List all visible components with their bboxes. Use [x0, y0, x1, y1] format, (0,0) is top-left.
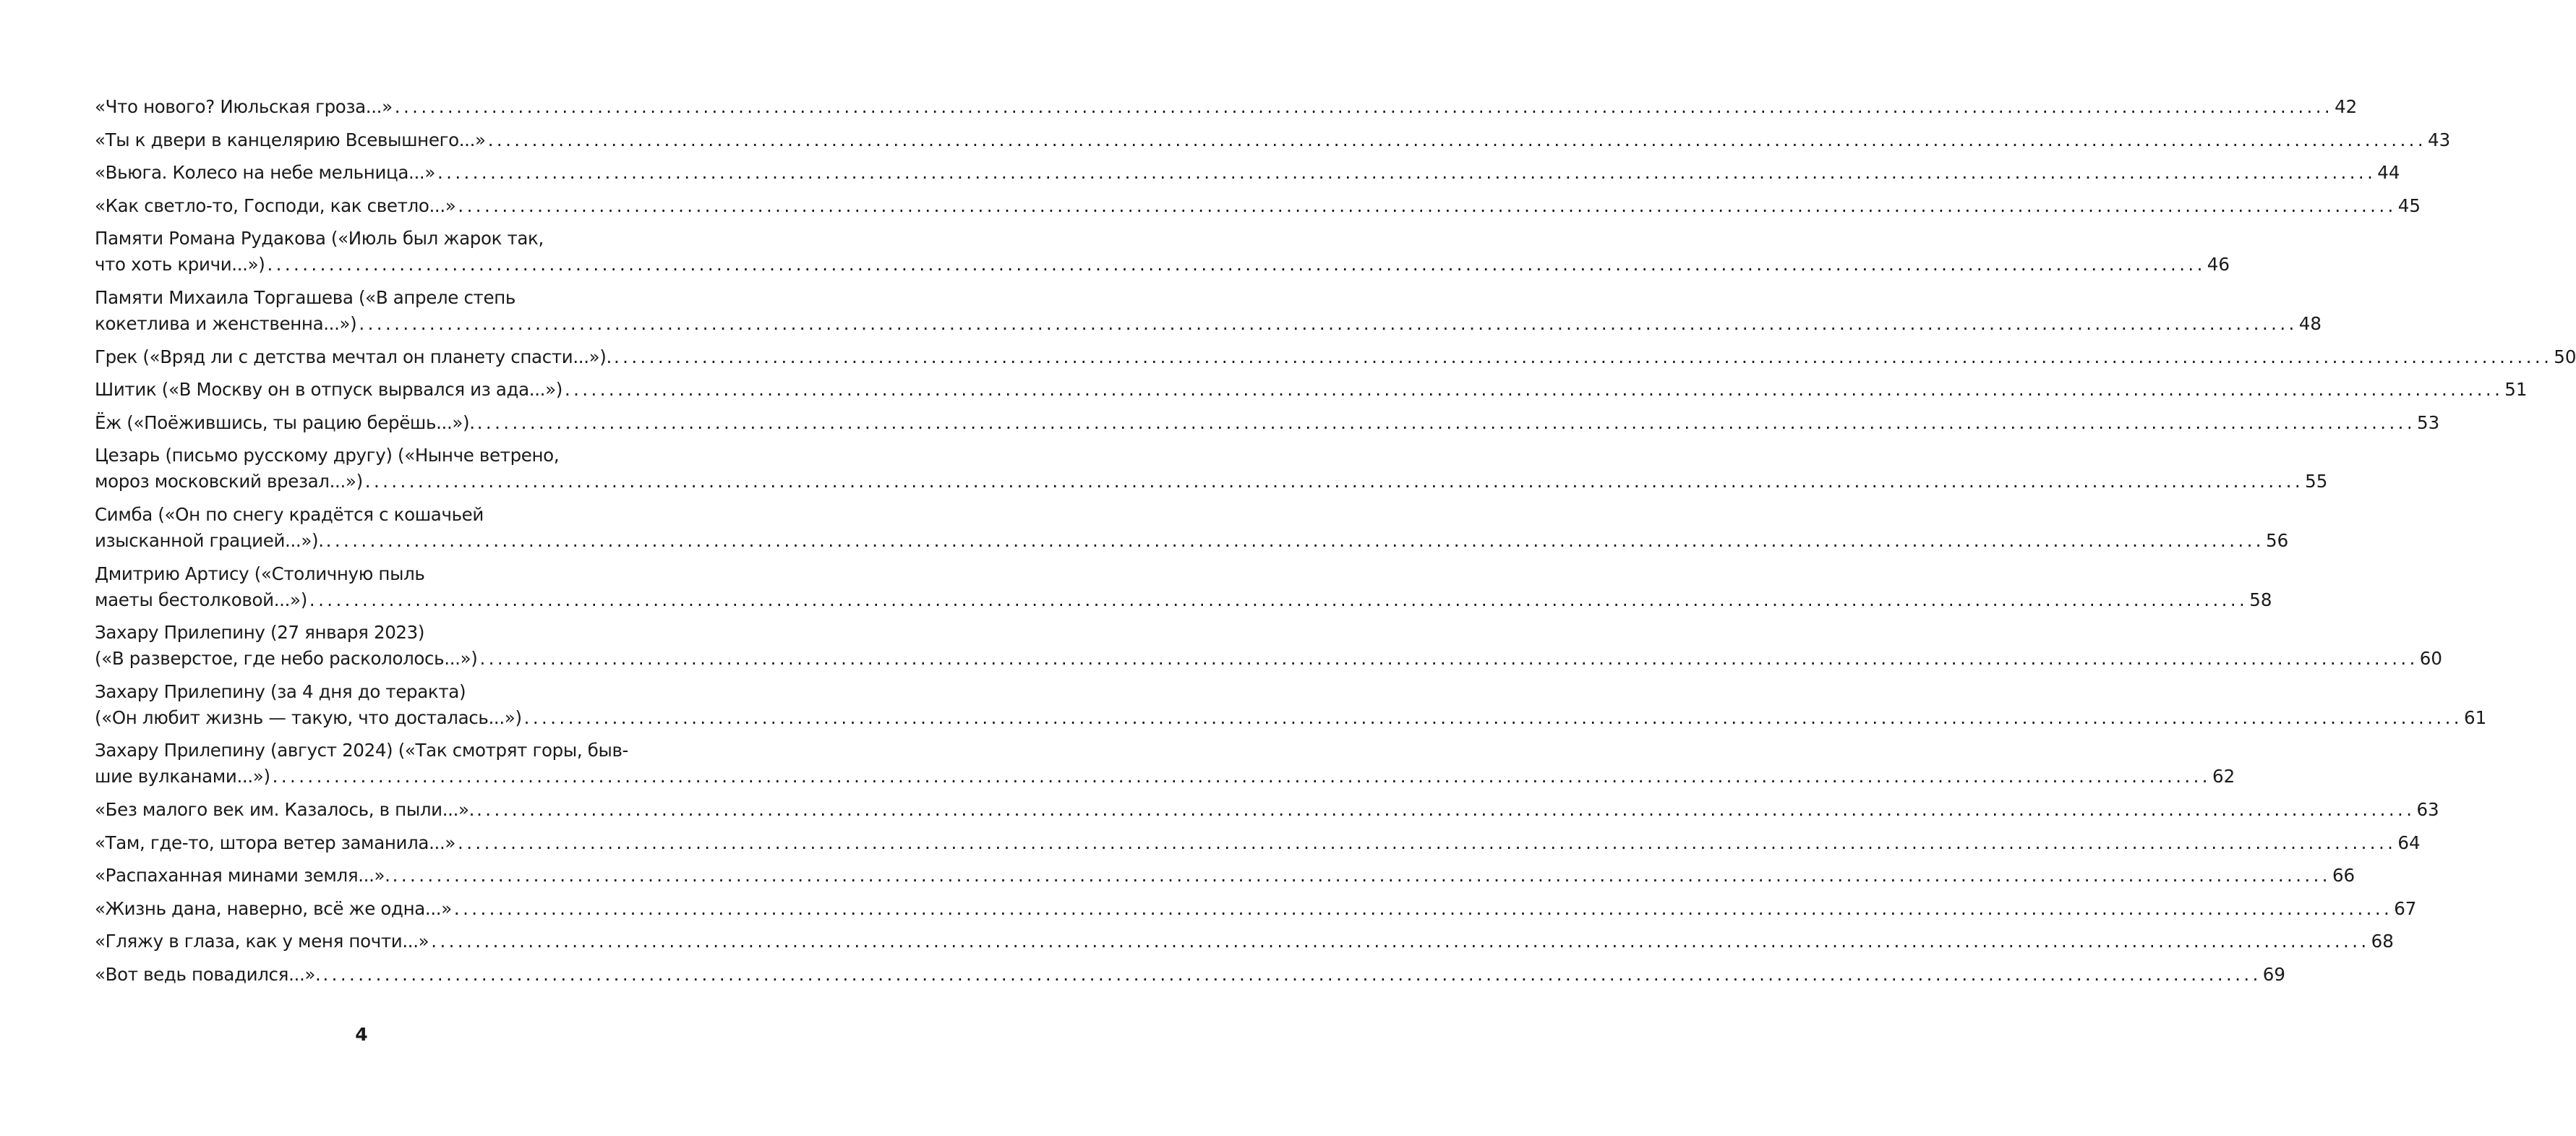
toc-entry-title: маеты бестолковой...») [95, 589, 307, 610]
toc-entry-title: что хоть кричи...») [95, 254, 265, 276]
toc-entry-title: «Жизнь дана, наверно, всё же одна...» [95, 897, 452, 919]
toc-entry-title: «Вот ведь повадился...». [95, 963, 321, 985]
toc-entry-final-line [95, 193, 2421, 219]
toc-entry-title: Шитик («В Москву он в отпуск вырвался из ада...») [95, 379, 562, 401]
toc-dot-leader: ............................................................................................................................................................................................................................ [359, 312, 2298, 334]
toc-dot-leader: ............................................................................................................................................................................................................................ [458, 832, 2397, 853]
toc-entry-final-line [95, 764, 2235, 790]
toc-entry [95, 193, 2421, 219]
toc-page-number: 48 [2298, 312, 2322, 334]
toc-entry-title: «Ты к двери в канцелярию Всевышнего...» [95, 129, 486, 150]
toc-entry-title: Захару Прилепину (август 2024) («Так смотрят горы, быв- [95, 740, 629, 761]
toc-dot-leader: ............................................................................................................................................................................................................................ [564, 379, 2504, 401]
toc-entry-title: Захару Прилепину (27 января 2023) [95, 622, 425, 644]
toc-dot-leader: ............................................................................................................................................................................................................................ [487, 129, 2427, 150]
toc-entry-title: Грек («Вряд ли с детства мечтал он планету спасти...»). [95, 346, 612, 367]
toc-entry [95, 377, 2528, 403]
toc-page-number: 55 [2305, 471, 2328, 492]
toc-page-number: 61 [2463, 706, 2487, 728]
toc-dot-leader: ............................................................................................................................................................................................................................ [392, 865, 2331, 887]
toc-entry-title: Цезарь (письмо русскому другу) («Нынче ветрено, [95, 445, 560, 466]
toc-entry-title: «Что нового? Июльская гроза...» [95, 96, 393, 117]
toc-entry-final-line [95, 928, 2394, 955]
toc-dot-leader: ............................................................................................................................................................................................................................ [476, 411, 2416, 433]
toc-entry [95, 502, 2289, 554]
toc-entry [95, 797, 2439, 823]
toc-page-number: 53 [2417, 411, 2440, 433]
toc-page-number: 50 [2554, 346, 2576, 367]
toc-entry-title: шие вулканами...») [95, 766, 270, 787]
toc-page-number: 68 [2371, 931, 2394, 952]
toc-entry [95, 863, 2355, 889]
toc-entry-final-line [95, 587, 2272, 613]
toc-entry-final-line [95, 160, 2400, 186]
toc-dot-leader: ............................................................................................................................................................................................................................ [272, 766, 2211, 787]
toc-entry-title: («Он любит жизнь — такую, что досталась...») [95, 706, 522, 728]
toc-entry [95, 344, 2576, 370]
toc-page-number: 51 [2504, 379, 2528, 401]
toc-page-number: 45 [2397, 195, 2421, 216]
toc-page-number: 63 [2416, 798, 2439, 820]
toc-entry [95, 928, 2394, 955]
toc-entry-final-line [95, 311, 2322, 337]
toc-entry [95, 127, 2451, 153]
toc-entry [95, 896, 2417, 922]
toc-entry-line [95, 226, 625, 252]
toc-dot-leader: ............................................................................................................................................................................................................................ [431, 931, 2370, 952]
toc-dot-leader: ............................................................................................................................................................................................................................ [364, 471, 2304, 492]
toc-entry-title: Ёж («Поёжившись, ты рацию берёшь...»). [95, 411, 475, 433]
toc-entry-title: Памяти Романа Рудакова («Июль был жарок так, [95, 228, 544, 249]
toc-entry-title: «Как светло-то, Господи, как светло...» [95, 195, 456, 216]
toc-entry-final-line [95, 127, 2451, 153]
toc-dot-leader: ............................................................................................................................................................................................................................ [458, 195, 2397, 216]
toc-entry [95, 160, 2400, 186]
toc-entry-final-line [95, 528, 2289, 554]
toc-entry-final-line [95, 962, 2285, 988]
toc-dot-leader: ............................................................................................................................................................................................................................ [325, 529, 2264, 551]
toc-entry-title: «Гляжу в глаза, как у меня почти...» [95, 931, 429, 952]
toc-dot-leader: ............................................................................................................................................................................................................................ [479, 648, 2418, 670]
toc-entry-line [95, 738, 629, 764]
toc-entry-final-line [95, 94, 2358, 120]
toc-entry-final-line [95, 863, 2355, 889]
toc-entry [95, 561, 2272, 613]
toc-entry-title: «Распаханная минами земля...». [95, 865, 390, 887]
toc-page-number: 67 [2394, 897, 2417, 919]
toc-page-number: 56 [2265, 529, 2289, 551]
toc-page-number: 44 [2377, 162, 2400, 184]
toc-entry [95, 443, 2328, 495]
toc-entry-line [95, 679, 625, 705]
toc-dot-leader: ............................................................................................................................................................................................................................ [523, 706, 2462, 728]
toc-entry-title: Симба («Он по снегу крадётся с кошачьей [95, 503, 484, 525]
toc-page-number: 60 [2419, 648, 2442, 670]
toc-page-number: 46 [2207, 254, 2230, 276]
toc-entry-title: («В разверстое, где небо раскололось...») [95, 648, 478, 670]
toc-entry-title: мороз московский врезал...») [95, 471, 363, 492]
toc-dot-leader: ............................................................................................................................................................................................................................ [613, 346, 2553, 367]
toc-entry-final-line [95, 344, 2576, 370]
toc-entry-line [95, 620, 625, 646]
toc-entry-final-line [95, 252, 2230, 278]
toc-page-number: 69 [2262, 963, 2285, 985]
toc-entry [95, 830, 2421, 856]
toc-dot-leader: ............................................................................................................................................................................................................................ [322, 963, 2262, 985]
toc-page-number: 42 [2335, 96, 2358, 117]
toc-entry [95, 962, 2285, 988]
toc-entry-title: «Вьюга. Колесо на небе мельница...» [95, 162, 435, 184]
toc-entry-title: Дмитрию Артису («Столичную пыль [95, 563, 425, 584]
toc-entry-line [95, 561, 625, 587]
toc-entry-final-line [95, 469, 2328, 495]
toc-entry-line [95, 285, 625, 311]
toc-page-number: 66 [2332, 865, 2355, 887]
toc-dot-leader: ............................................................................................................................................................................................................................ [394, 96, 2334, 117]
toc-page-number: 64 [2397, 832, 2421, 853]
toc-dot-leader: ............................................................................................................................................................................................................................ [309, 589, 2248, 610]
toc-entry-final-line [95, 377, 2528, 403]
toc-entry-title: «Без малого век им. Казалось, в пыли...». [95, 798, 475, 820]
toc-entry-title: Памяти Михаила Торгашева («В апреле степь [95, 286, 515, 308]
toc-dot-leader: ............................................................................................................................................................................................................................ [437, 162, 2376, 184]
toc-dot-leader: ............................................................................................................................................................................................................................ [453, 897, 2393, 919]
toc-entry-title: изысканной грацией...»). [95, 529, 324, 551]
toc-entry-final-line [95, 896, 2417, 922]
toc-entry-line [95, 443, 625, 469]
toc-entry [95, 94, 2358, 120]
toc-entry-title: «Там, где-то, штора ветер заманила...» [95, 832, 456, 853]
toc-entry [95, 679, 2487, 731]
toc-page-number: 43 [2428, 129, 2451, 150]
toc-entry [95, 738, 2235, 790]
table-of-contents [95, 94, 2576, 994]
toc-entry-final-line [95, 830, 2421, 856]
toc-page-number: 62 [2212, 766, 2235, 787]
toc-entry [95, 226, 2230, 278]
toc-entry-final-line [95, 797, 2439, 823]
toc-entry-final-line [95, 646, 2442, 672]
page-number: 4 [355, 1024, 368, 1045]
toc-entry-final-line [95, 705, 2487, 731]
toc-entry [95, 410, 2440, 436]
toc-entry [95, 285, 2322, 337]
toc-dot-leader: ............................................................................................................................................................................................................................ [476, 798, 2415, 820]
toc-entry-title: кокетлива и женственна...») [95, 312, 357, 334]
toc-entry-line [95, 502, 625, 528]
toc-page-number: 58 [2249, 589, 2272, 610]
toc-entry [95, 620, 2442, 672]
toc-entry-title: Захару Прилепину (за 4 дня до теракта) [95, 680, 466, 702]
toc-dot-leader: ............................................................................................................................................................................................................................ [267, 254, 2206, 276]
toc-entry-final-line [95, 410, 2440, 436]
